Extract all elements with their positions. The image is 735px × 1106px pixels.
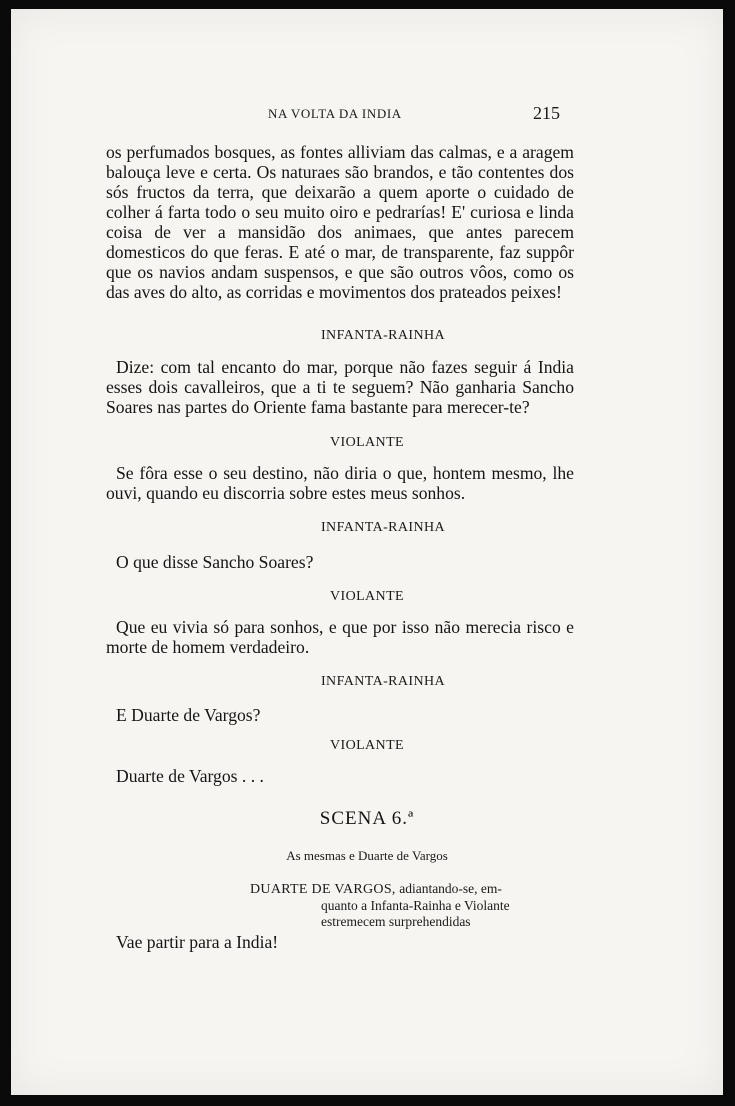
page-number: 215 [533,103,560,123]
dialogue-block [106,552,574,572]
book-page [11,9,723,1095]
page-header [11,103,723,128]
speaker-name: INFANTA-RAINHA [321,328,445,343]
dialogue-block [106,932,574,952]
speaker-name: VIOLANTE [330,589,404,604]
dialogue-block [106,705,574,725]
running-title: NA VOLTA DA INDIA [268,106,402,121]
stage-direction-block [250,881,580,930]
dialogue-block [106,463,574,503]
opening-paragraph: os perfumados bosques, as fontes alliviam das calmas, e a aragem balouça leve e certa. Os naturaes são brandos, e tão contentes dos sós fructos da terra, que deixarão a quem aporte o cuidado de colher á farta todo o seu muito oiro e pedrarías! E' curiosa e linda coisa de ver a mansidão dos animaes, que antes parecem domesticos do que feras. E até o mar, de transparente, faz suppôr que os navios andam suspensos, e que são outros vôos, como os das aves do alto, as corridas e movimentos dos prateados peixes! [106,142,574,302]
dialogue-line: E Duarte de Vargos? [116,705,261,725]
speaker-name: VIOLANTE [330,435,404,450]
dialogue-line: Que eu vivia só para sonhos, e que por isso não merecia risco e morte de homem verdadeiro. [106,617,574,657]
opening-paragraph-block [106,142,574,302]
scene-title: SCENA 6.ª [319,808,415,829]
stage-direction: quanto a Infanta-Rainha e Violante [321,898,510,913]
dialogue-line: O que disse Sancho Soares? [116,552,314,572]
dialogue-line: Se fôra esse o seu destino, não diria o que, hontem mesmo, lhe ouvi, quando eu discorria sobre estes meus sonhos. [106,463,574,503]
stage-direction: adiantando-se, em- [399,881,502,896]
stage-direction: estremecem surprehendidas [321,914,471,929]
dialogue-block [106,617,574,657]
speaker-name: DUARTE DE VARGOS, [250,882,396,897]
dialogue-block [106,357,574,417]
scene-subtitle: As mesmas e Duarte de Vargos [286,848,448,863]
dialogue-line: Vae partir para a India! [116,932,279,952]
dialogue-line: Dize: com tal encanto do mar, porque não fazes seguir á India esses dois cavalleiros, que a ti te seguem? Não ganharia Sancho Soares nas partes do Oriente fama bastante para merecer-te? [106,357,574,417]
dialogue-line: Duarte de Vargos . . . [116,766,264,786]
dialogue-block [106,766,574,786]
speaker-name: VIOLANTE [330,738,404,753]
speaker-name: INFANTA-RAINHA [321,520,445,535]
speaker-name: INFANTA-RAINHA [321,674,445,689]
